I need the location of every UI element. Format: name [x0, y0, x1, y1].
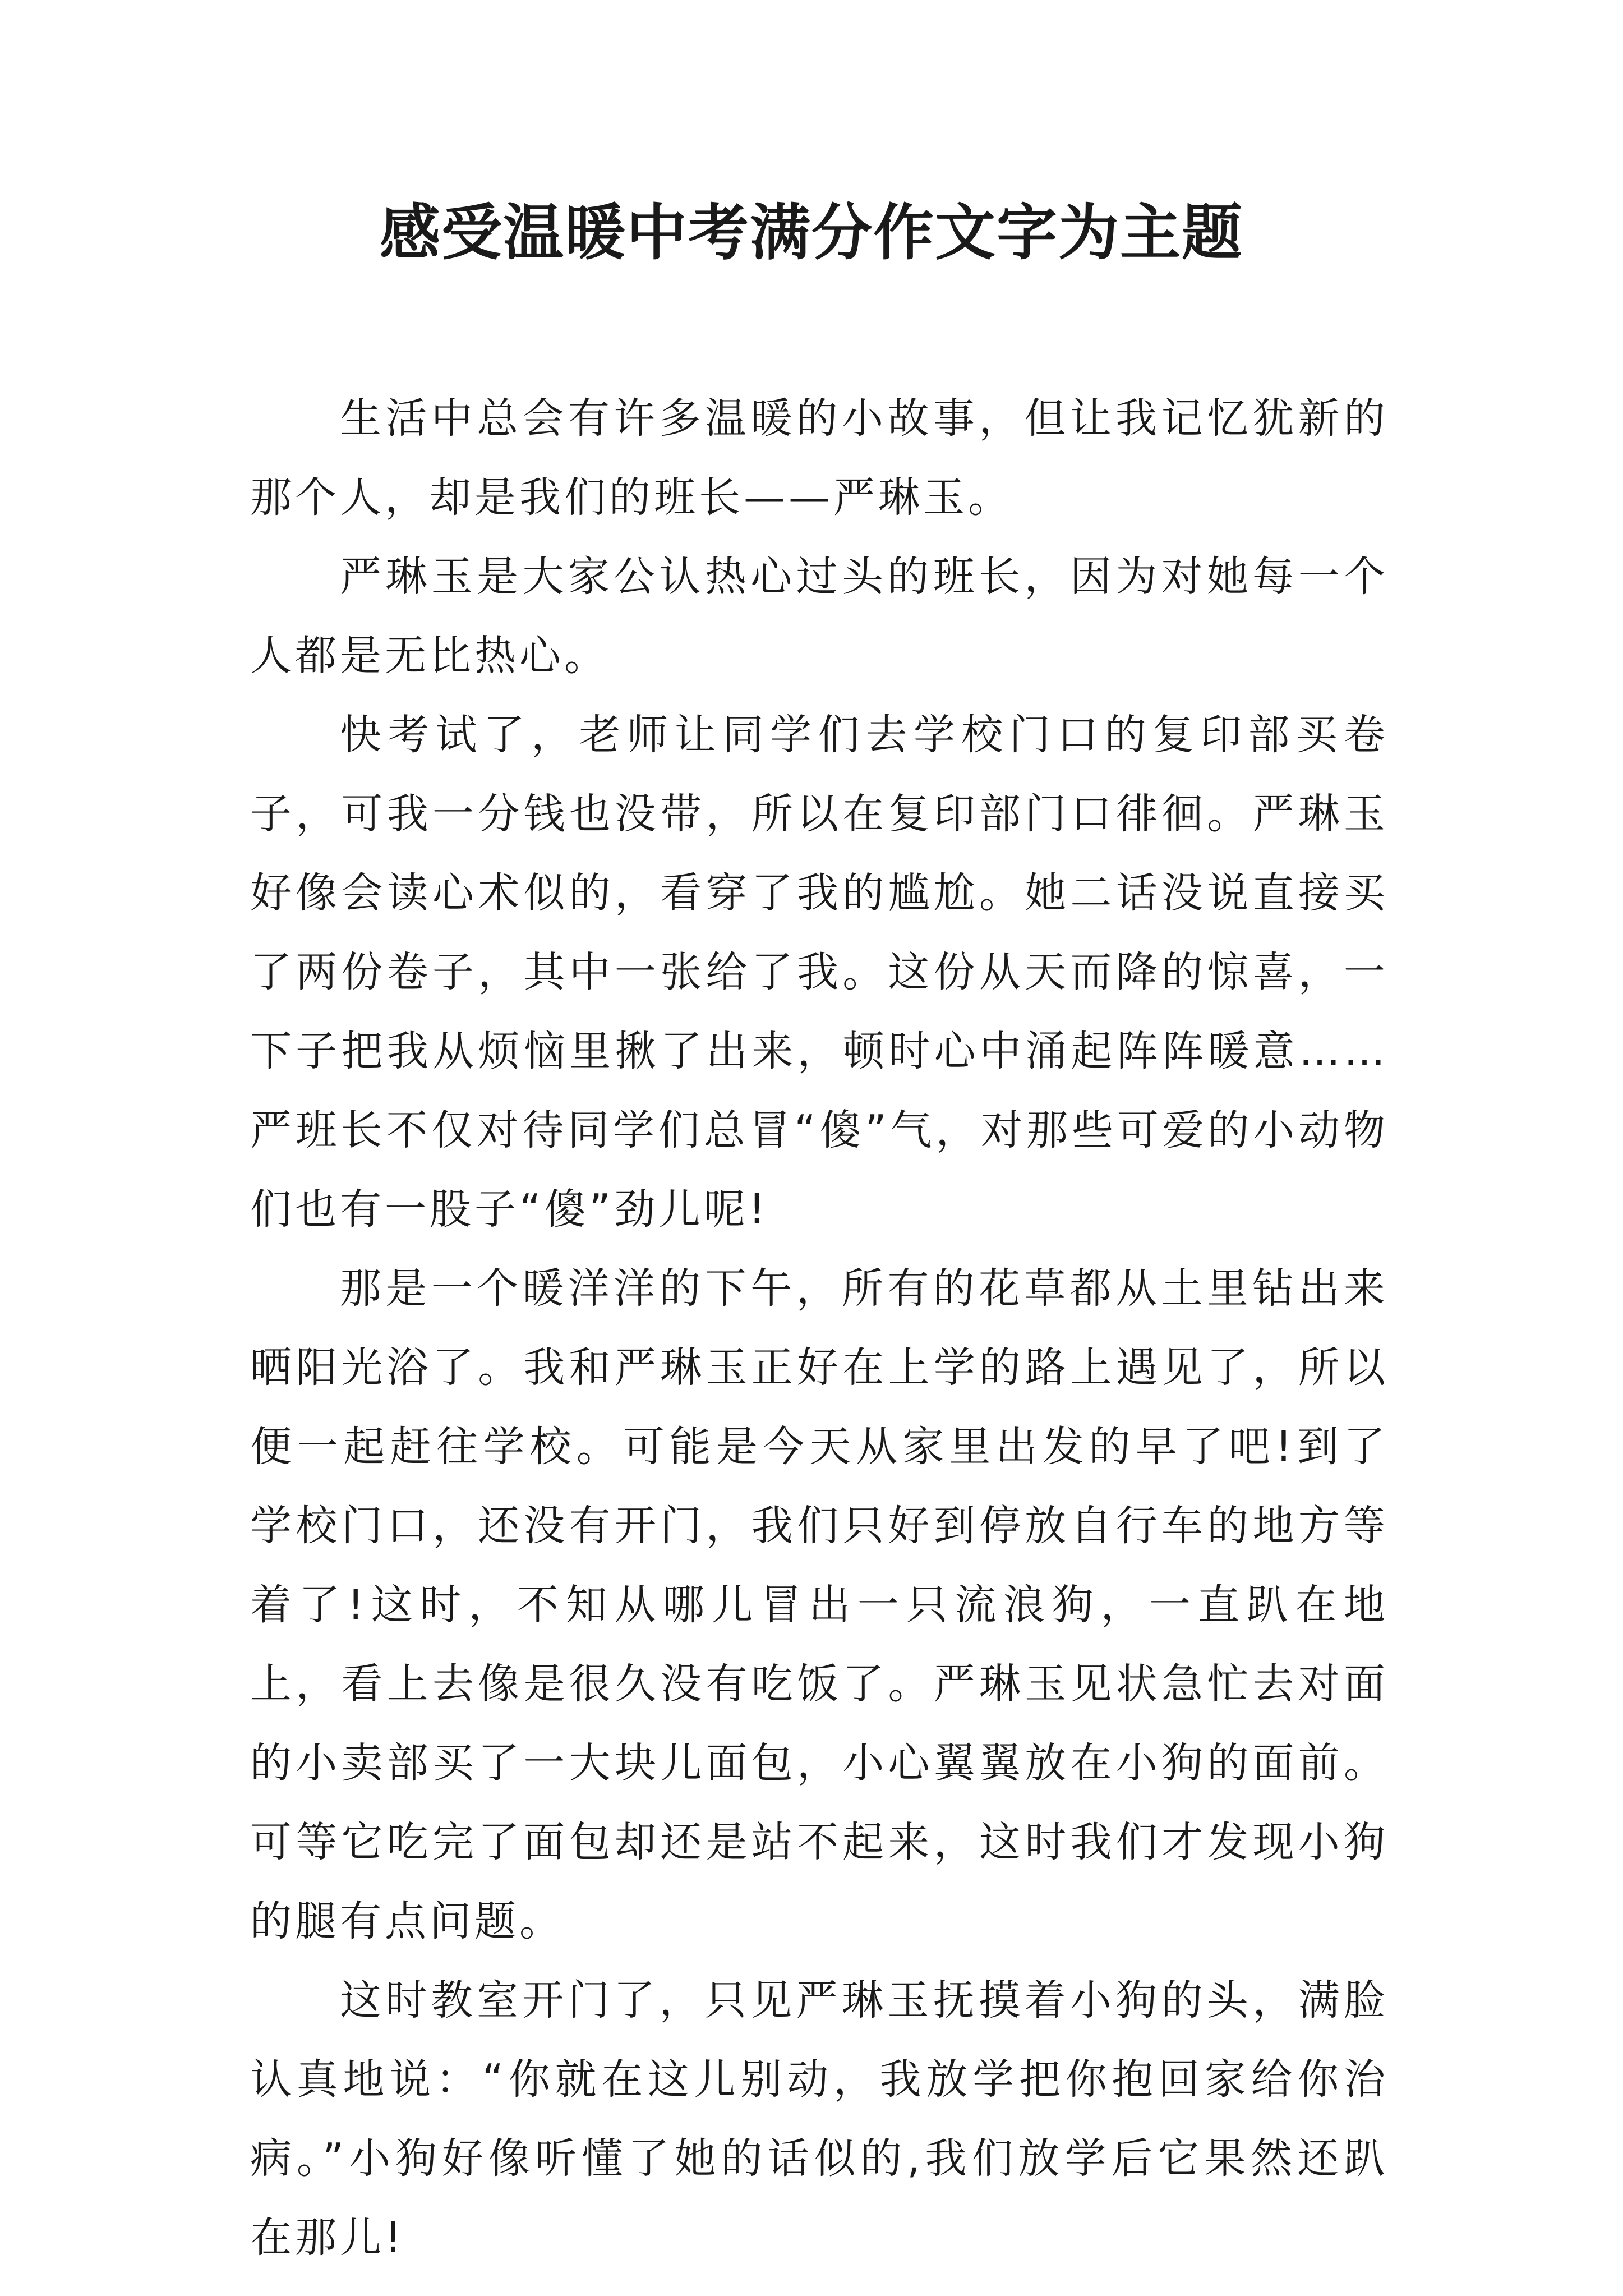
document-body — [250, 379, 1389, 2277]
paragraph-2: 严琳玉是大家公认热心过头的班长，因为对她每一个人都是无比热心。 — [250, 553, 1389, 680]
paragraph-3: 快考试了，老师让同学们去学校门口的复印部买卷子，可我一分钱也没带，所以在复印部门口徘徊。严琳玉好像会读心术似的，看穿了我的尴尬。她二话没说直接买了两份卷子，其中一张给了我。这份从天而降的惊喜，一下子把我从烦恼里揪了出来，顿时心中涌起阵阵暖意……严班长不仅对待同学们总冒“傻”气，对那些可爱的小动物们也有一股子“傻”劲儿呢! — [250, 711, 1389, 1234]
paragraph-4: 那是一个暖洋洋的下午，所有的花草都从土里钻出来晒阳光浴了。我和严琳玉正好在上学的路上遇见了，所以便一起赶往学校。可能是今天从家里出发的早了吧!到了学校门口，还没有开门，我们只好到停放自行车的地方等着了!这时，不知从哪儿冒出一只流浪狗，一直趴在地上，看上去像是很久没有吃饭了。严琳玉见状急忙去对面的小卖部买了一大块儿面包，小心翼翼放在小狗的面前。可等它吃完了面包却还是站不起来，这时我们才发现小狗的腿有点问题。 — [250, 1264, 1389, 1945]
paragraph-5: 这时教室开门了，只见严琳玉抚摸着小狗的头，满脸认真地说：“你就在这儿别动，我放学把你抱回家给你治病。”小狗好像听懂了她的话似的,我们放学后它果然还趴在那儿! — [250, 1976, 1389, 2262]
paragraph-1: 生活中总会有许多温暖的小故事，但让我记忆犹新的那个人，却是我们的班长——严琳玉。 — [250, 394, 1389, 522]
document-title: 感受温暖中考满分作文字为主题 — [379, 197, 1243, 268]
